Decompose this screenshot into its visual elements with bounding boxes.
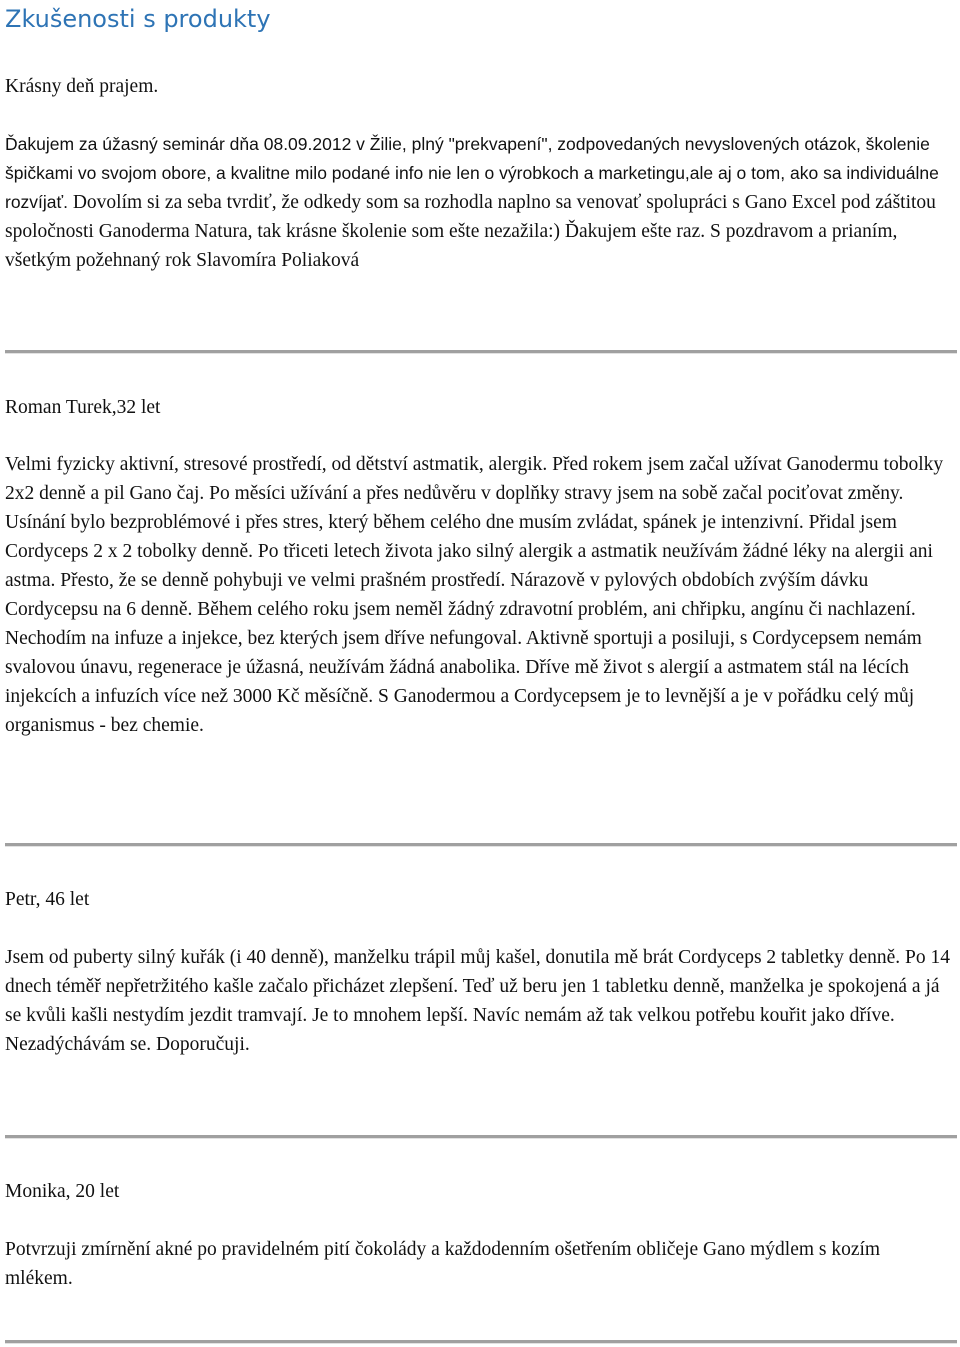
testimonial-2-body: Velmi fyzicky aktivní, stresové prostředí, od dětství astmatik, alergik. Před rokem jsem začal užívat Ganodermu tobolky 2x2 denně a pil Gano čaj. Po měsíci užívání a přes nedůvěru v doplňky stravy jsem na sobě začal pociťovat změny. Usínání bylo bezproblémové i přes stres, který během celého dne musím zvládat, spánek je intenzivní. Přidal jsem Cordyceps 2 x 2 tobolky denně. Po třiceti letech života jako silný alergik a astmatik neužívám žádné léky na alergii ani astma. Přesto, že se denně pohybuji ve velmi prašném prostředí. Nárazově v pylových obdobích zvýším dávku Cordycepsu na 6 denně. Během celého roku jsem neměl žádný zdravotní problém, ani chřipku, angínu či nachlazení. Nechodím na infuze a injekce, bez kterých jsem dříve nefungoval. Aktivně sportuji a posiluji, s Cordycepsem nemám svalovou únavu, regenerace je úžasná, neužívám žádná anabolika. Dříve mě život s alergií a astmatem stál na lécích injekcích a infuzích více než 3000 Kč měsíčně. S Ganodermou a Cordycepsem je to levnější a je v pořádku celý můj organismus - bez chemie. bbox=[5, 454, 944, 736]
divider-4 bbox=[5, 1340, 957, 1344]
testimonial-3-body: Jsem od puberty silný kuřák (i 40 denně), manželku trápil můj kašel, donutila mě brát Cordyceps 2 tabletky denně. Po 14 dnech téměř nepřetržitého kašle začalo přicházet zlepšení. Teď už beru jen 1 tabletku denně, manželka je spokojená a já se kvůli kašli nestydím jezdit tramvají. Je to mnohem lepší. Navíc nemám až tak velkou potřebu kouřit jako dříve. Nezadýchávám se. Doporučuji. bbox=[5, 947, 950, 1055]
divider-2 bbox=[5, 843, 957, 847]
testimonial-3-author: Petr, 46 let bbox=[5, 889, 90, 910]
greeting-text: Krásny deň prajem. bbox=[5, 76, 159, 97]
testimonial-1-body bbox=[5, 130, 950, 275]
testimonial-4-body: Potvrzuji zmírnění akné po pravidelném pití čokolády a každodenním ošetřením obličeje Gano mýdlem s kozím mlékem. bbox=[5, 1239, 881, 1289]
divider-3 bbox=[5, 1135, 957, 1139]
divider-1 bbox=[5, 350, 957, 354]
testimonial-1-body-part2: Dovolím si za seba tvrdiť, že odkedy som sa rozhodla naplno sa venovať spolupráci s Gano Excel pod záštitou spoločnosti Ganoderma Natura, tak krásne školenie som ešte nezažila:) Ďakujem ešte raz. S pozdravom a prianím, všetkým požehnaný rok Slavomíra Poliaková bbox=[5, 192, 936, 271]
testimonial-2-author: Roman Turek,32 let bbox=[5, 397, 161, 418]
testimonial-1-body-part1: Ďakujem za úžasný seminár dňa 08.09.2012 v Žilie, plný "prekvapení", zodpovedaných nevyslovených otázok, školenie špičkami vo svojom obore, a kvalitne milo podané info nie len o výrobkoch a marketingu,ale aj o tom, ako sa individuálne rozvíjať. bbox=[5, 134, 939, 212]
testimonial-4-author: Monika, 20 let bbox=[5, 1181, 120, 1202]
page-title: Zkušenosti s produkty bbox=[5, 5, 271, 33]
